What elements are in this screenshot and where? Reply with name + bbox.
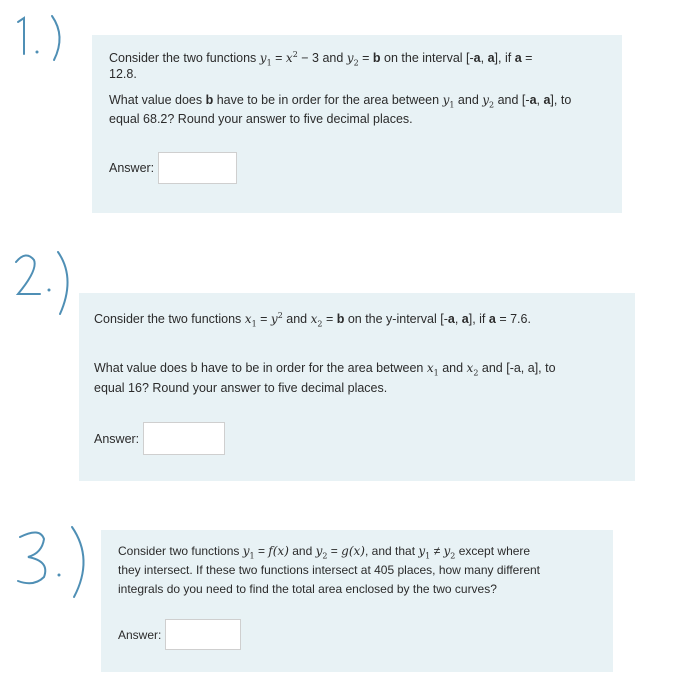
question-3-text-line1: Consider two functions $y_1 = f(x)$ and $y_2 = g(x)$, and that $y_1 \ne y_2$ except where [118,544,531,561]
question-number-2 [12,248,82,323]
question-3-card [101,530,613,672]
question-1-text-line3: What value does b have to be in order for the area between $y_1$ and $y_2$ and [-a, a], to [109,93,572,110]
question-3-answer-row [118,619,241,650]
question-3-answer-input[interactable] [165,619,241,650]
question-1-text-line4: equal 68.2? Round your answer to five decimal places. [109,112,413,126]
answer-label: Answer: [118,627,162,642]
handwritten-2-mark [12,248,82,318]
question-1-text-line2: 12.8. [109,67,137,81]
question-1-answer-row [109,152,237,184]
handwritten-1-mark [10,14,70,64]
question-2-text-line2: What value does b have to be in order for the area between $x_1$ and $x_2$ and [-a, a], to [94,361,556,378]
question-2-answer-row [94,422,225,455]
question-2-text-line1: Consider the two functions $x_1 = y^2$ and $x_2 = b$ on the y-interval [-a, a], if a = 7.6. [94,311,531,329]
question-2-card [79,293,635,481]
question-3-text-line3: integrals do you need to find the total area enclosed by the two curves? [118,582,497,596]
question-number-1 [10,14,70,69]
question-1-text-line1: Consider the two functions $y_1 = x^2 - 3$ and $y_2 = b$ on the interval [-a, a], if a = [109,50,533,68]
question-number-3 [14,525,94,605]
question-2-text-line3: equal 16? Round your answer to five decimal places. [94,381,388,395]
question-1-answer-input[interactable] [158,152,237,184]
handwritten-3-mark [14,525,94,600]
question-1-card [92,35,622,213]
question-3-text-line2: they intersect. If these two functions intersect at 405 places, how many different [118,563,541,577]
answer-label: Answer: [109,161,155,175]
question-2-answer-input[interactable] [143,422,225,455]
answer-label: Answer: [94,431,140,446]
